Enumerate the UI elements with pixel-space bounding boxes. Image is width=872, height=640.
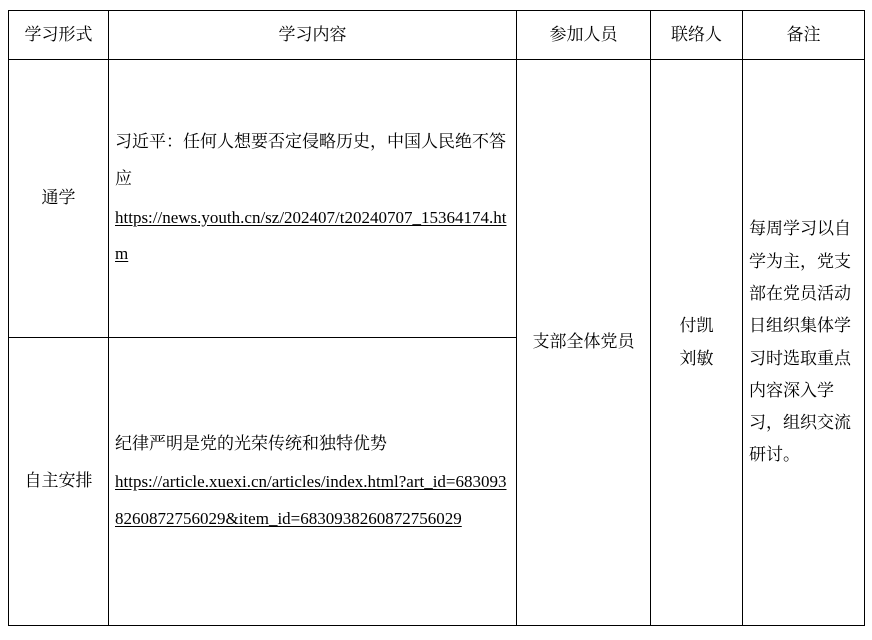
cell-content-1 xyxy=(109,60,517,338)
header-cell-form: 学习形式 xyxy=(9,11,109,60)
content-link-1[interactable]: https://news.youth.cn/sz/202407/t20240707_15364174.htm xyxy=(115,207,507,264)
study-plan-table xyxy=(8,10,865,626)
header-cell-contact: 联络人 xyxy=(651,11,743,60)
content-title-2: 纪律严明是党的光荣传统和独特优势 xyxy=(115,433,387,453)
table-header-row xyxy=(9,11,865,60)
cell-contacts xyxy=(651,60,743,626)
cell-participants: 支部全体党员 xyxy=(517,60,651,626)
contact-name-2: 刘敏 xyxy=(679,348,714,368)
cell-form-1: 通学 xyxy=(9,60,109,338)
content-link-2[interactable]: https://article.xuexi.cn/articles/index.html?art_id=6830938260872756029&item_id=6830938260872756029 xyxy=(115,472,507,528)
table-row xyxy=(9,60,865,338)
content-title-1: 习近平：任何人想要否定侵略历史，中国人民绝不答应 xyxy=(115,132,506,188)
header-cell-participants: 参加人员 xyxy=(517,11,651,60)
contact-name-1: 付凯 xyxy=(679,316,714,336)
cell-remark: 每周学习以自学为主，党支部在党员活动日组织集体学习时选取重点内容深入学习，组织交流研讨。 xyxy=(743,60,865,626)
cell-content-2 xyxy=(109,338,517,626)
cell-form-2: 自主安排 xyxy=(9,338,109,626)
header-cell-remark: 备注 xyxy=(743,11,865,60)
header-cell-content: 学习内容 xyxy=(109,11,517,60)
